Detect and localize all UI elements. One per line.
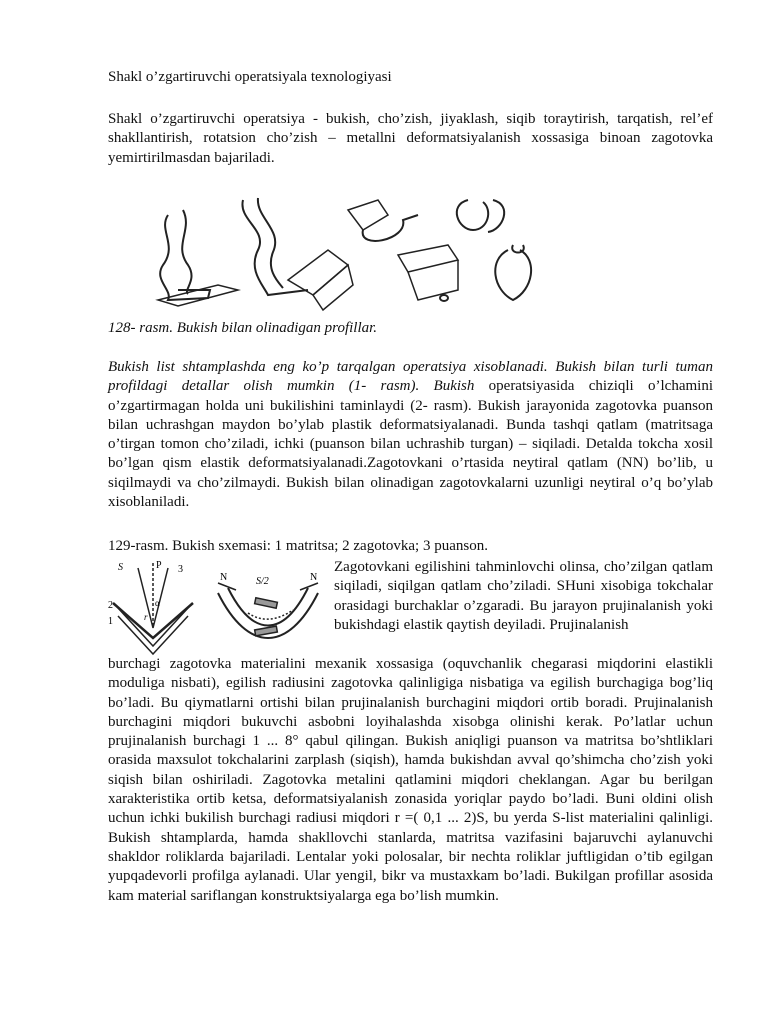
fig2-label-alpha: α [155,598,160,608]
fig2-label-2: 2 [108,600,113,611]
bent-profiles-figure [148,190,568,320]
fig2-label-r: r [144,612,148,622]
figure2-caption: 129-rasm. Bukish sxemasi: 1 matritsa; 2 zagotovka; 3 puanson. [108,538,488,554]
fig2-label-s-half: S/2 [256,576,269,587]
springback-paragraph-bottom: burchagi zagotovka materialini mexanik xossasiga (oquvchanlik chegarasi miqdorini elastikli moduliga nisbati), egilish radiusini zagotovka qalinligiga nisbatiga va egilish burchagiga bog’liq bo’ladi. Bu qiymatlarni ortishi bilan prujinalanish burchagini miqdori ortib boradi. Prujinalanish burchagini miqdori bukuvchi asbobni loyihalashda xisobga olinishi kerak. Po’latlar uchun prujinalanish burchagi 1 ... 8° qabul qilingan. Bukish aniqligi puanson va matritsa bo’shtliklari orasida maxsulot tokchalarini zarplash (siqish), hamda bukishdan avval qo’shimcha cho’zish yoki siqish bilan oshiriladi. Zagotovka metalini qatlamini miqdori cheklangan. Agar bu berilgan xarakteristika ortib ketsa, deformatsiyalanish zonasida yoriqlar paydo bo’ladi. Buni oldini olish uchun ichki bukilish burchagi radiusi miqdori r =( 0,1 ... 2)S, bu yerda S-list materialini qalinligi. Bukish shtamplarda, hamda shakllovchi stanlarda, matritsa vazifasini bajaruvchi aylanuvchi shakldor roliklarda bajariladi. Lentalar yoki polosalar, bir nechta roliklar juftligidan o’tib egilgan yupqadevorli profilga aylanadi. Ular yengil, bikr va mustaxkam bo’ladi. Bukilgan profillar asosida kam material sariflangan konstruktsiyalarga ega bo’lish mumkin. [108,656,713,904]
fig2-label-n-left: N [220,572,228,583]
bending-paragraph-rest: operatsiyasida chiziqli o’lchamini o’zgartirmagan holda uni bukilishini taminlaydi (2- rasm). Bukish jarayonida zagotovka puanson bilan uchrashgan maydon bo’ylab plastik deformatsiyalanadi. Bunda tashqi qatlam (matritsaga o’tirgan tomon cho’ziladi, ichki (puanson bilan uchrashib turgan) – siqiladi. Detalda tokcha xosil bo’lgan qism elastik deformatsiyalanadi.Zagotovkani o’rtasida neytiral qatlam (NN) bo’lib, u siqilmaydi va cho’zilmaydi. Bukish bilan olinadigan zagotovkalarni uzunligi neytiral o’q bo’ylab xisoblaniladi. [108,378,713,511]
bending-paragraph [108,358,713,512]
fig2-label-1: 1 [108,616,113,627]
fig2-label-3: 3 [178,564,183,575]
document-title: Shakl o’zgartiruvchi operatsiyala texnologiyasi [108,69,392,85]
springback-paragraph-top: Zagotovkani egilishini tahminlovchi olinsa, cho’zilgan qatlam siqiladi, siqilgan qatlam cho’ziladi. SHuni xisobiga tokchalar orasidagi burchaklar o’zgaradi. Bu jarayon prujinalanish yoki bukishdagi elastik qaytish deyiladi. Prujinalanish [334,559,713,633]
bending-scheme-figure [108,558,328,658]
fig2-label-n-right: N [310,572,318,583]
fig2-label-s: S [118,562,123,573]
bending-paragraph-italic: Bukish list shtamplashda eng ko’p tarqalgan operatsiya xisoblanadi. Bukish bilan turli tuman profildagi detallar olish mumkin (1- rasm). Bukish [108,359,713,395]
figure1-caption: 128- rasm. Bukish bilan olinadigan profillar. [108,320,378,336]
fig2-label-p: P [156,560,162,571]
intro-paragraph: Shakl o’zgartiruvchi operatsiya - bukish, cho’zish, jiyaklash, siqib toraytirish, tarqatish, rel’ef shakllantirish, rotatsion cho’zish – metallni deformatsiyalanish xossasiga binoan zagotovka yemirtirilmasdan bajariladi. [108,111,713,166]
